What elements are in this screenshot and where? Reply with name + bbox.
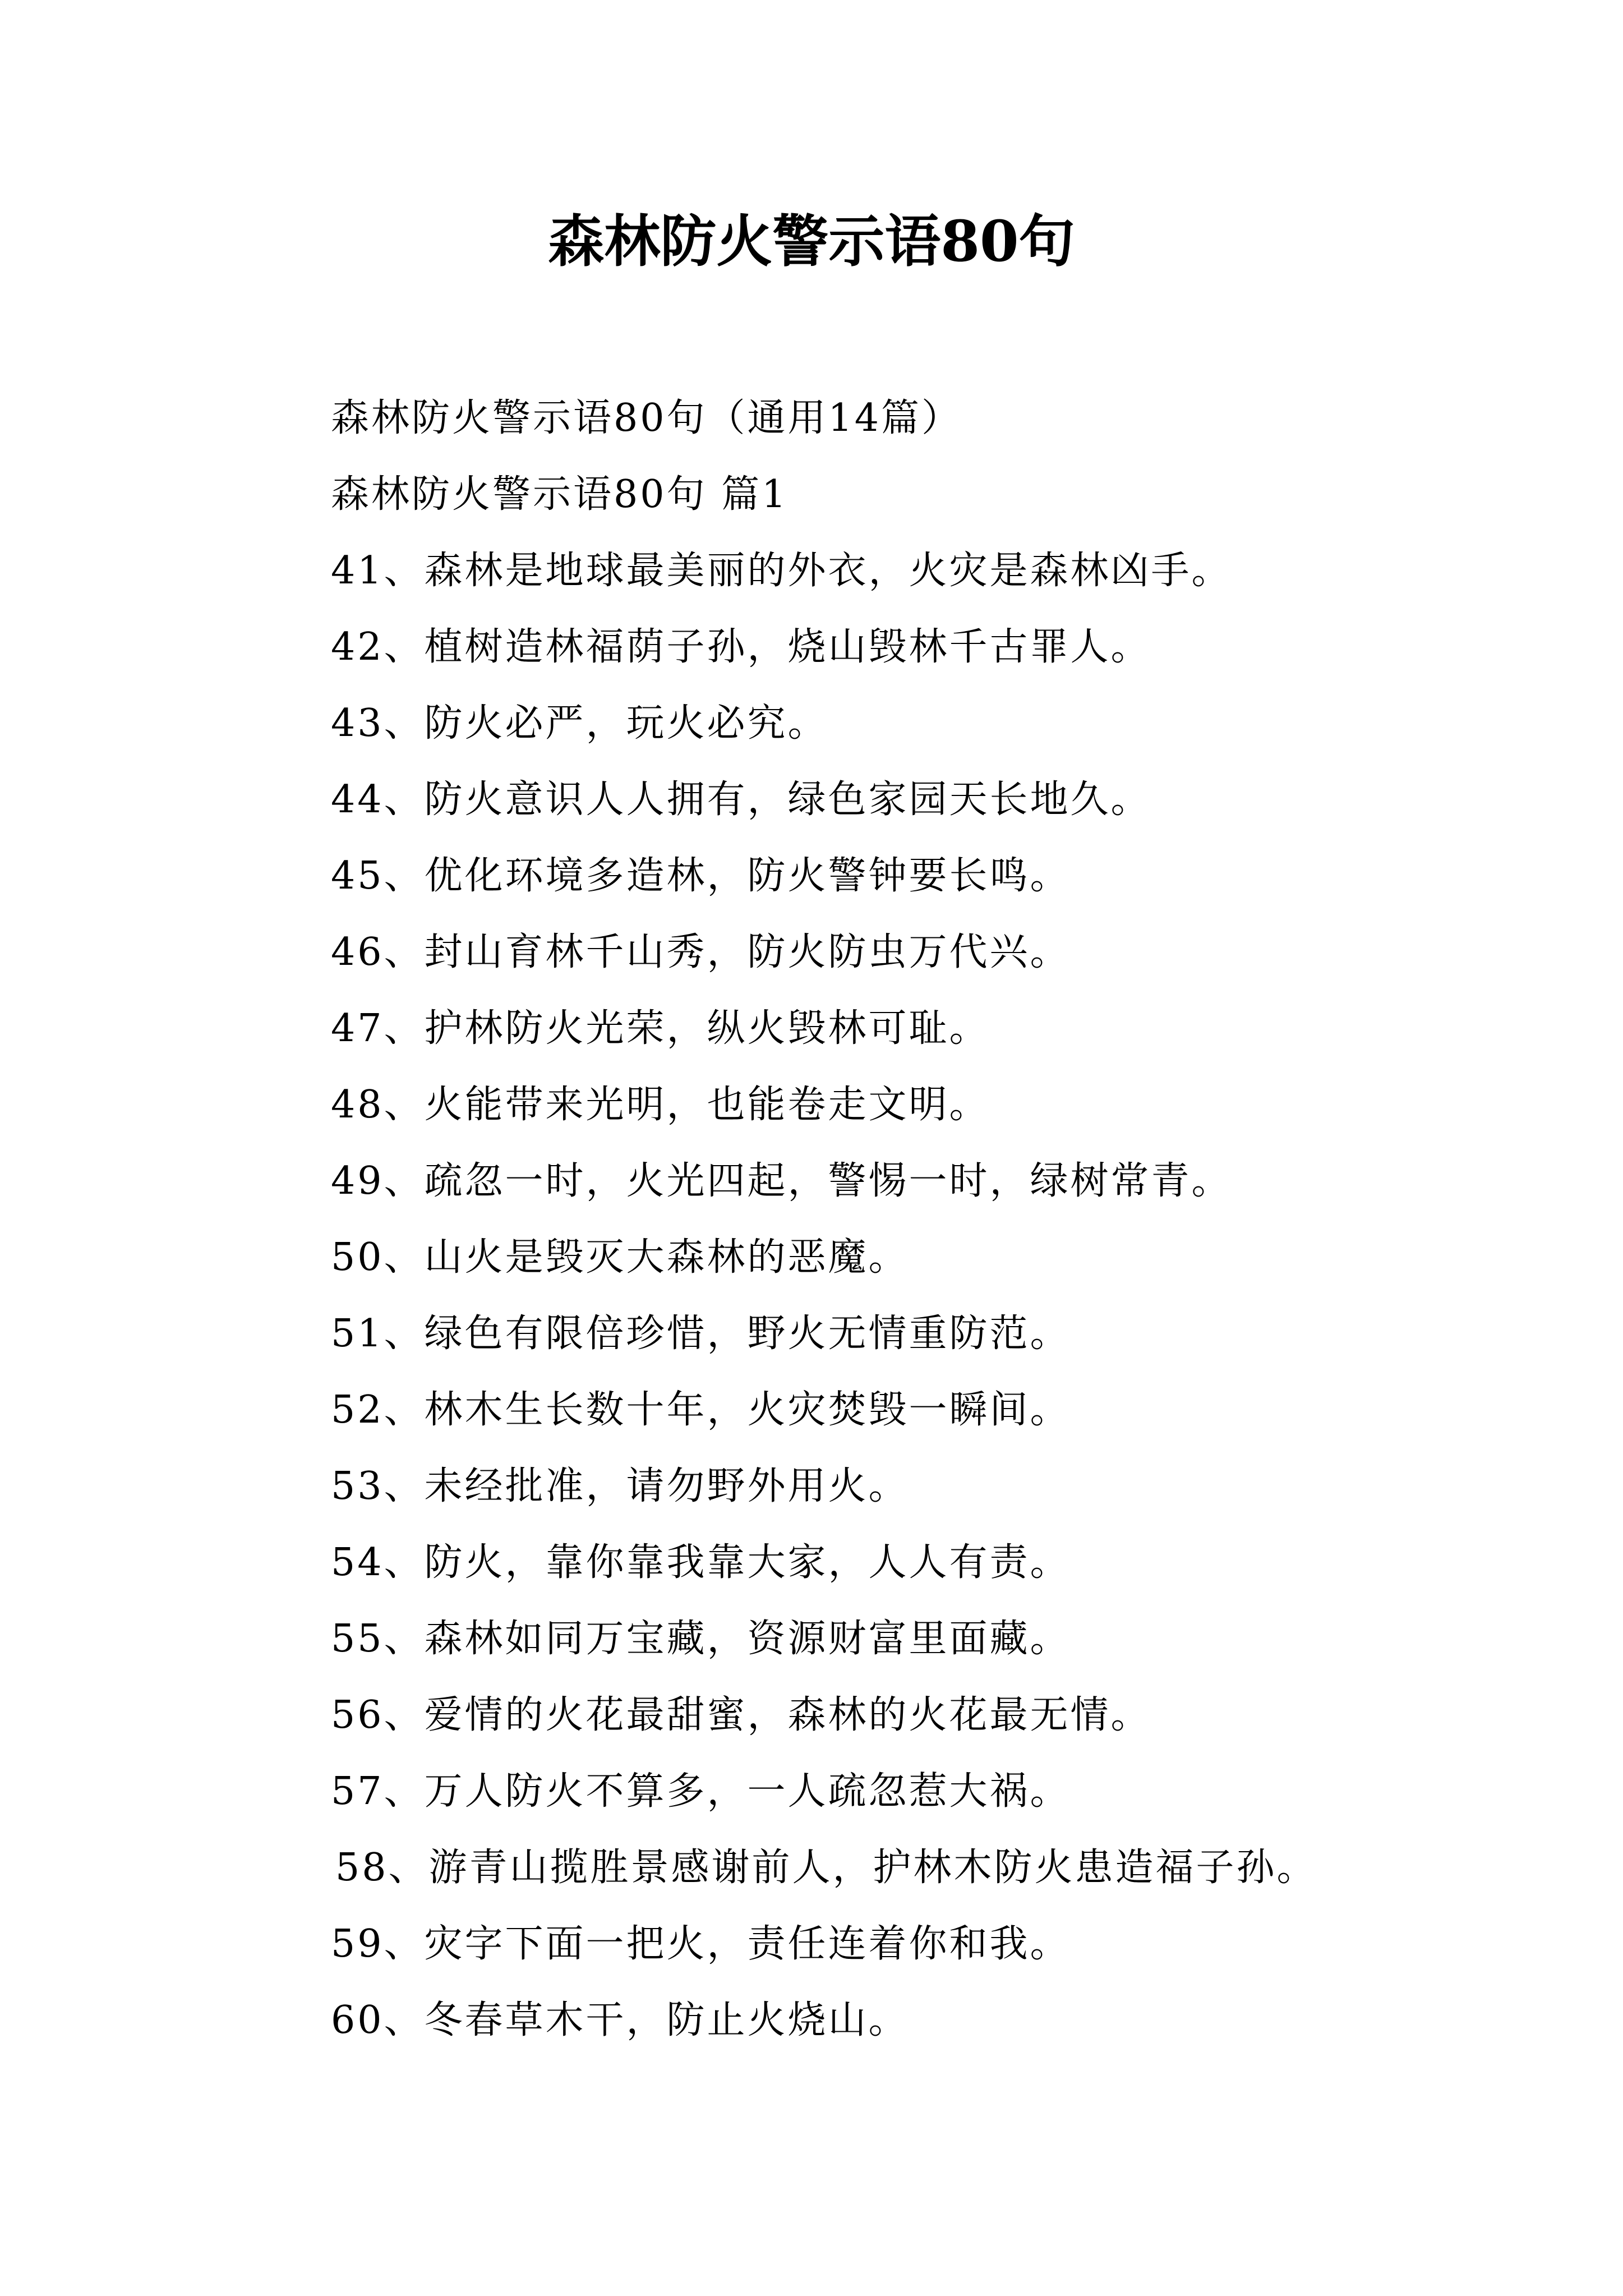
document-title: 森林防火警示语80句 [548,208,1075,274]
slogan-line: 52、林木生长数十年，火灾焚毁一瞬间。 [331,1388,1071,1432]
slogan-line: 42、植树造林福荫子孙，烧山毁林千古罪人。 [331,625,1151,669]
slogan-line: 45、优化环境多造林，防火警钟要长鸣。 [331,854,1071,898]
slogan-line: 41、森林是地球最美丽的外衣，火灾是森林凶手。 [331,549,1232,593]
slogan-line: 54、防火，靠你靠我靠大家，人人有责。 [331,1540,1071,1585]
slogan-line: 51、绿色有限倍珍惜，野火无情重防范。 [331,1312,1071,1356]
slogan-line: 58、游青山揽胜景感谢前人，护林木防火患造福子孙。 [335,1846,1317,1890]
slogan-line: 43、防火必严，玩火必究。 [331,701,828,746]
slogan-line: 49、疏忽一时，火光四起，警惕一时，绿树常青。 [331,1159,1232,1203]
slogan-line: 47、护林防火光荣，纵火毁林可耻。 [331,1006,990,1051]
document-body [331,380,1593,2059]
slogan-line: 56、爱情的火花最甜蜜，森林的火花最无情。 [331,1693,1151,1737]
slogan-line: 44、防火意识人人拥有，绿色家园天长地久。 [331,777,1151,822]
slogan-line: 48、火能带来光明，也能卷走文明。 [331,1083,990,1127]
slogan-line: 46、封山育林千山秀，防火防虫万代兴。 [331,930,1071,974]
document-subtitle: 森林防火警示语80句（通用14篇） [331,396,962,440]
section-heading: 森林防火警示语80句 篇1 [331,472,789,517]
slogan-line: 60、冬春草木干，防止火烧山。 [331,1998,909,2042]
slogan-line: 53、未经批准，请勿野外用火。 [331,1464,909,1508]
slogan-line: 57、万人防火不算多，一人疏忽惹大祸。 [331,1769,1071,1814]
slogan-line: 50、山火是毁灭大森林的恶魔。 [331,1235,909,1280]
slogan-line: 55、森林如同万宝藏，资源财富里面藏。 [331,1617,1071,1661]
slogan-line: 59、灾字下面一把火，责任连着你和我。 [331,1922,1071,1966]
